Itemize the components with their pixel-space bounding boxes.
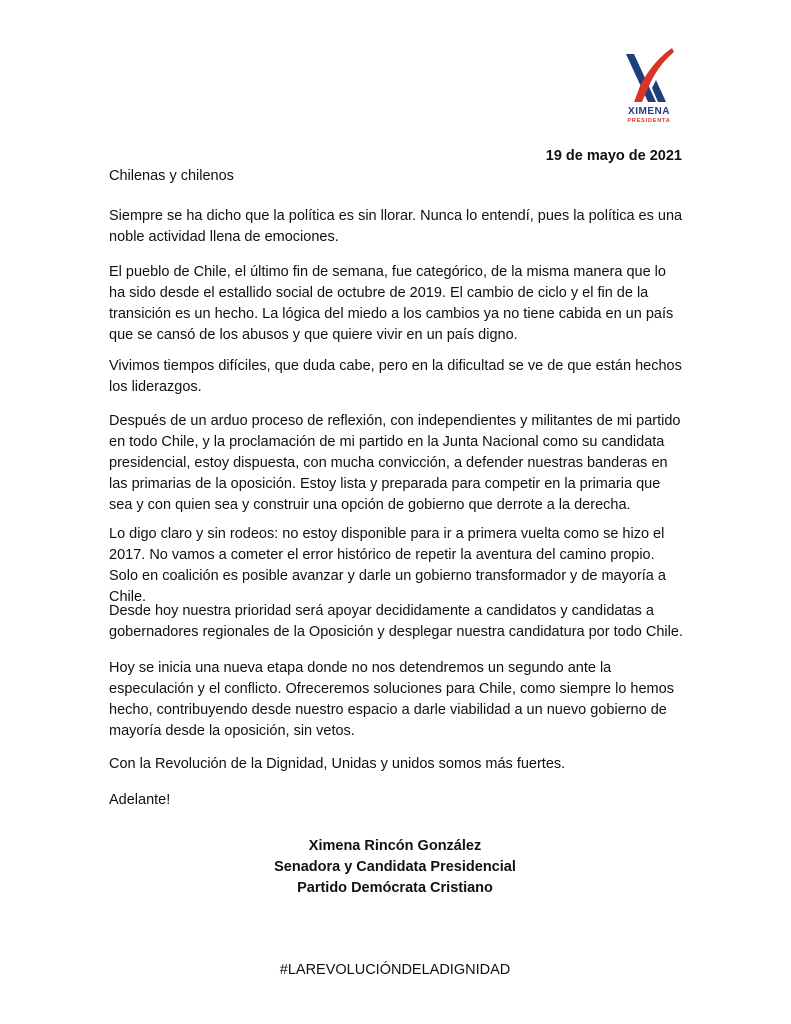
signature-party: Partido Demócrata Cristiano xyxy=(297,880,493,896)
signature-role: Senadora y Candidata Presidencial xyxy=(274,859,516,875)
paragraph: Después de un arduo proceso de reflexión, con independientes y militantes de mi partido en todo Chile, y la proclamación de mi partido en la Junta Nacional como su candidata presidencial, estoy dispuesta, con mucha convicción, a defender nuestras banderas en las primarias de la oposición. Estoy lista y preparada para competir en la primaria que sea y con quien sea y construir una opción de gobierno que derrote a la derecha. xyxy=(109,413,681,513)
paragraph: Con la Revolución de la Dignidad, Unidas y unidos somos más fuertes. xyxy=(109,756,566,772)
paragraph: El pueblo de Chile, el último fin de semana, fue categórico, de la misma manera que lo ha sido desde el estallido social de octubre de 2019. El cambio de ciclo y el fin de la transición es un hecho. La lógica del miedo a los cambios ya no tiene cabida en un país que se cansó de los abusos y que quiere vivir en un país digno. xyxy=(109,264,674,343)
campaign-logo xyxy=(614,46,684,128)
paragraph: Lo digo claro y sin rodeos: no estoy disponible para ir a primera vuelta como se hizo el 2017. No vamos a cometer el error histórico de repetir la aventura del camino propio. Solo en coalición es posible avanzar y darle un gobierno transformador y de mayoría a Chile. xyxy=(109,526,666,605)
x-logo-icon xyxy=(622,46,676,104)
hashtag: #LAREVOLUCIÓNDELADIGNIDAD xyxy=(279,962,511,978)
closing-line: Adelante! xyxy=(109,792,171,808)
greeting: Chilenas y chilenos xyxy=(109,168,234,184)
paragraph: Siempre se ha dicho que la política es sin llorar. Nunca lo entendí, pues la política es una noble actividad llena de emociones. xyxy=(109,208,683,245)
paragraph: Vivimos tiempos difíciles, que duda cabe, pero en la dificultad se ve de que están hechos los liderazgos. xyxy=(109,358,682,395)
signature-name: Ximena Rincón González xyxy=(308,838,482,854)
paragraph: Hoy se inicia una nueva etapa donde no nos detendremos un segundo ante la especulación y el conflicto. Ofreceremos soluciones para Chile, como siempre lo hemos hecho, contribuyendo desde nuestro espacio a darle viabilidad a un nuevo gobierno de mayoría desde la oposición, sin vetos. xyxy=(109,660,674,739)
letter-date: 19 de mayo de 2021 xyxy=(545,148,682,164)
paragraph: Desde hoy nuestra prioridad será apoyar decididamente a candidatos y candidatas a gobernadores regionales de la Oposición y desplegar nuestra candidatura por todo Chile. xyxy=(109,603,683,640)
signature-block xyxy=(195,836,595,899)
logo-name: XIMENA xyxy=(628,106,670,117)
logo-subtitle: PRESIDENTA xyxy=(627,118,671,124)
